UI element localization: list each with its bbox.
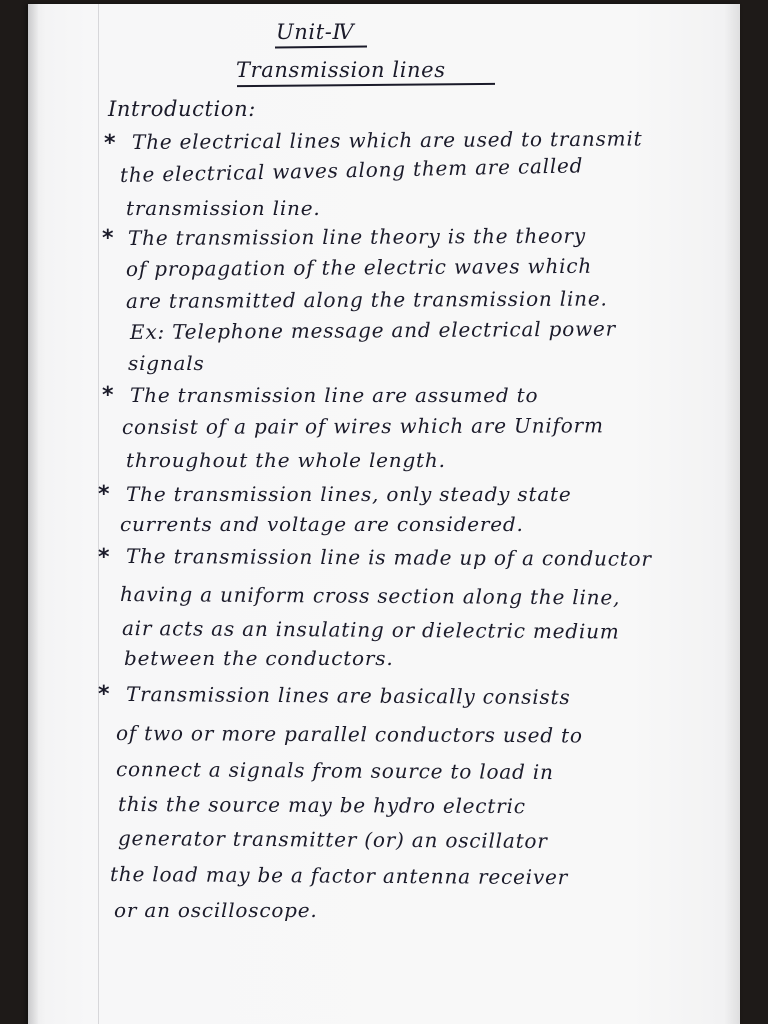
note-line: between the conductors. [124, 646, 394, 670]
note-line: The transmission lines, only steady state [126, 482, 572, 506]
note-line: Ex: Telephone message and electrical power [129, 316, 617, 344]
note-line: of two or more parallel conductors used to [115, 721, 583, 748]
bullet-star: * [98, 682, 110, 707]
note-line: this the source may be hydro electric [117, 792, 526, 819]
note-line: signals [128, 351, 205, 375]
note-line: of propagation of the electric waves which [125, 253, 593, 281]
note-line: the electrical waves along them are called [119, 153, 584, 187]
bullet-star: * [98, 482, 110, 507]
bullet-star: * [98, 545, 110, 570]
bullet-star: * [104, 131, 116, 156]
note-line: The transmission line are assumed to [130, 383, 539, 407]
bullet-star: * [102, 383, 114, 408]
note-line: Transmission lines are basically consists [125, 682, 571, 710]
unit-heading: Unit-Ⅳ [276, 20, 355, 44]
page-shadow [724, 4, 740, 1024]
note-line: or an oscilloscope. [114, 898, 318, 922]
note-line: generator transmitter (or) an oscillator [117, 826, 548, 853]
note-line: transmission line. [126, 196, 321, 220]
page-title: Transmission lines [236, 58, 446, 82]
note-line: connect a signals from source to load in [115, 757, 554, 785]
note-line: air acts as an insulating or dielectric medium [121, 616, 620, 644]
note-line: consist of a pair of wires which are Uniform [121, 413, 604, 439]
margin-line [98, 4, 99, 1024]
note-line: are transmitted along the transmission line. [125, 286, 608, 313]
bullet-star: * [102, 226, 114, 251]
note-line: having a uniform cross section along the line, [119, 582, 621, 610]
note-line: The electrical lines which are used to transmit [131, 126, 643, 154]
page-binding-edge [28, 4, 38, 1024]
section-heading: Introduction: [108, 97, 256, 121]
note-line: The transmission line theory is the theory [127, 223, 586, 250]
note-line: currents and voltage are considered. [120, 512, 524, 536]
note-line: throughout the whole length. [126, 448, 446, 472]
note-line: the load may be a factor antenna receiver [109, 862, 569, 890]
note-line: The transmission line is made up of a conductor [125, 544, 652, 571]
